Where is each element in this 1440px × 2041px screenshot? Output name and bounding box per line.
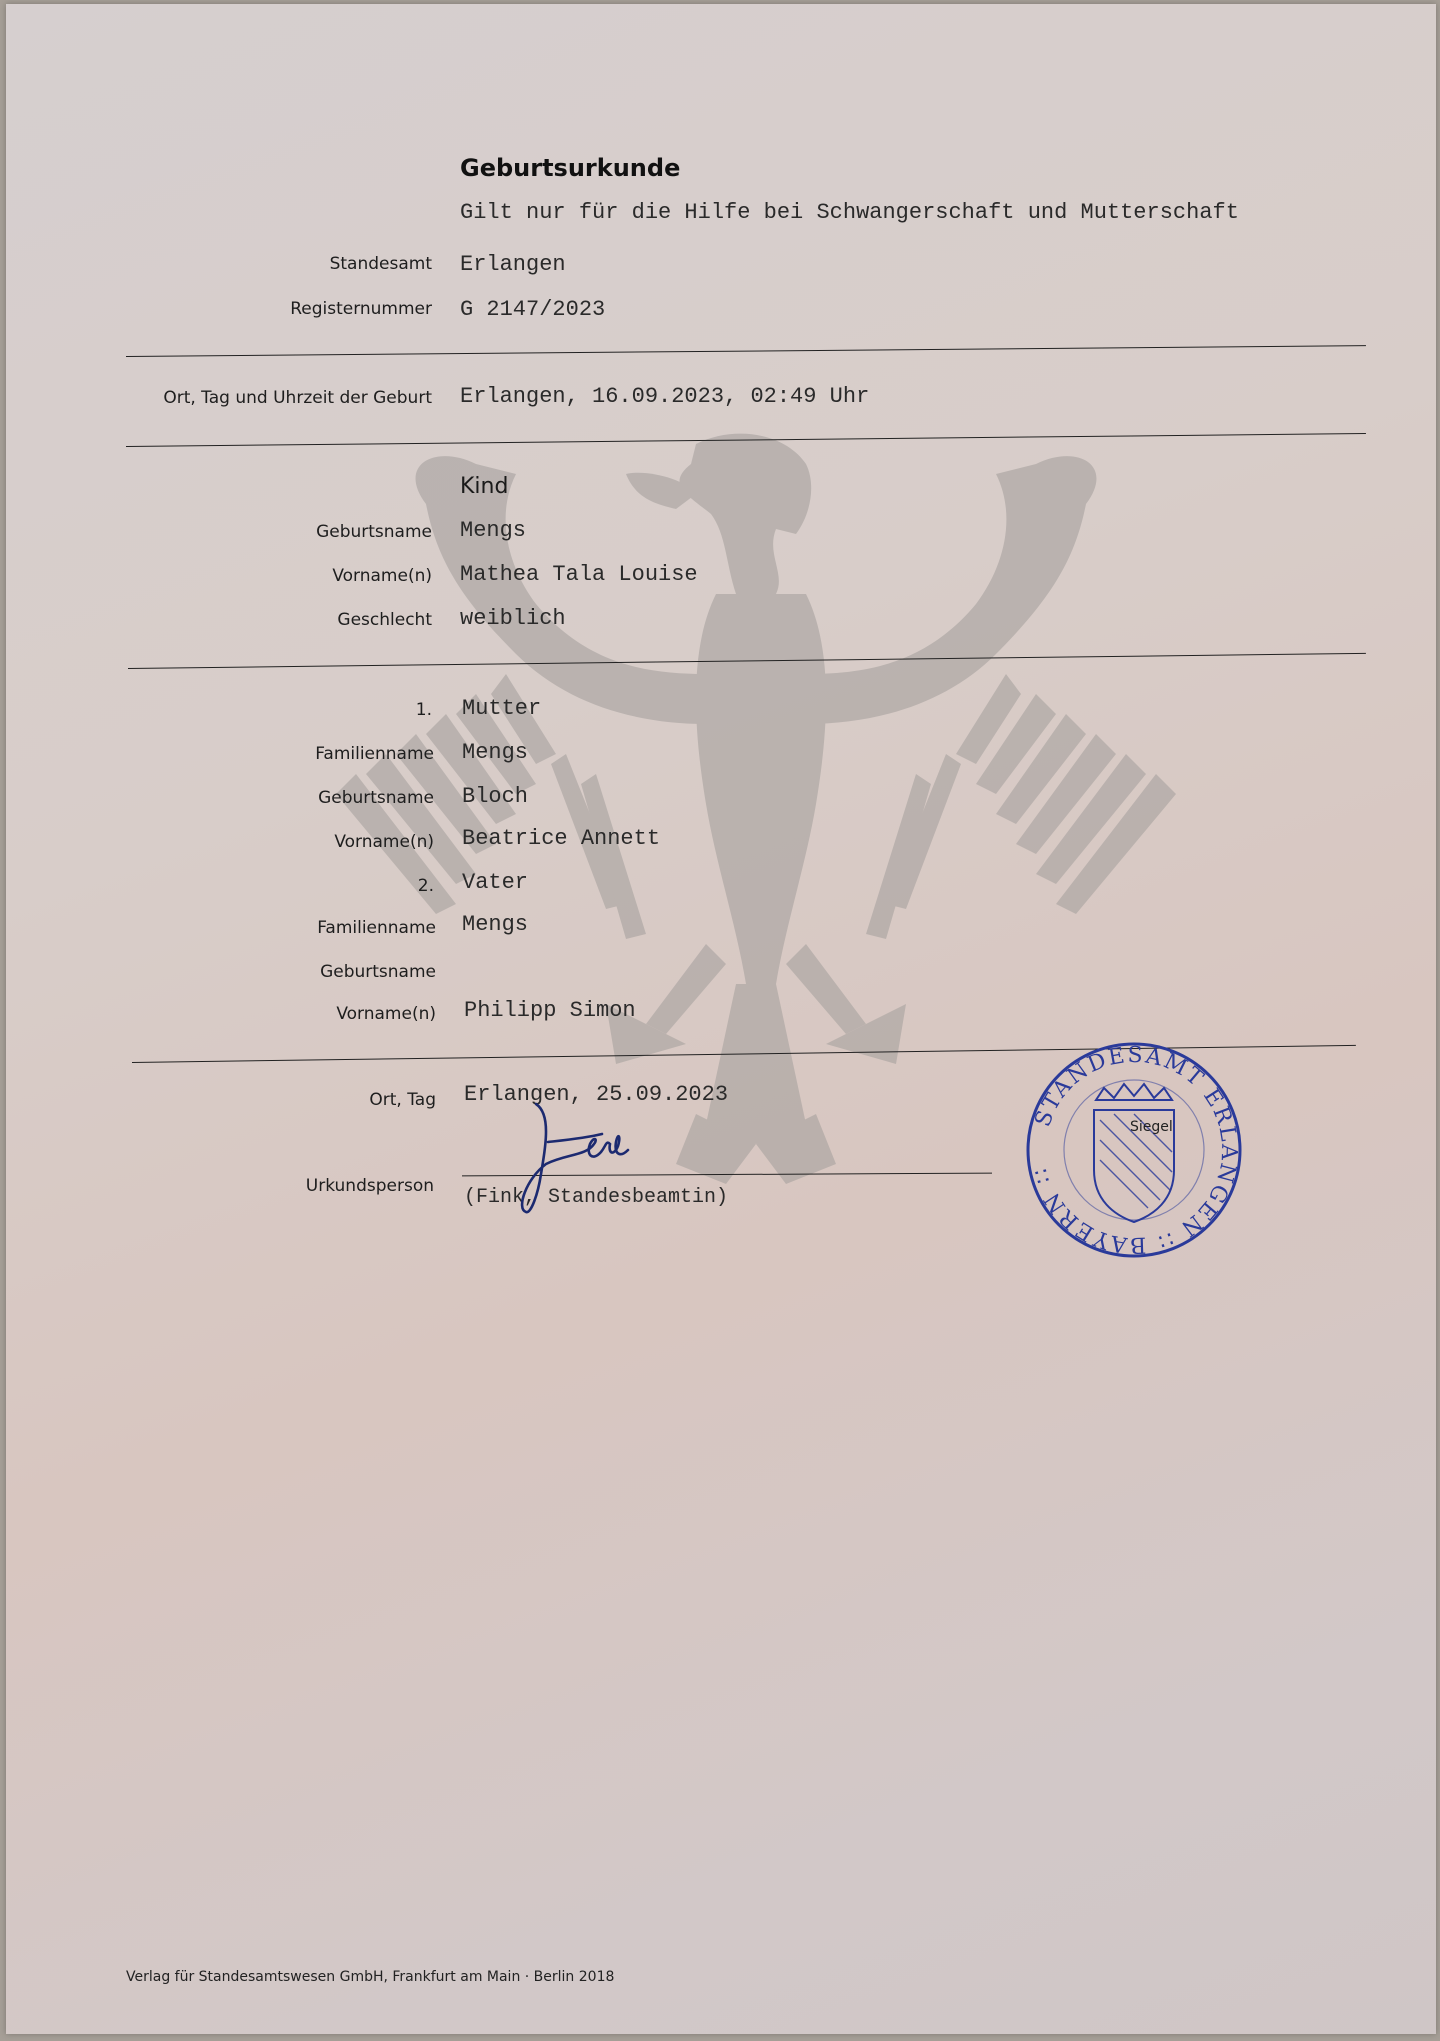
child-birthname-value: Mengs xyxy=(460,518,527,543)
mother-birthname-label: Geburtsname xyxy=(318,788,434,808)
mother-family-value: Mengs xyxy=(462,740,529,765)
certificate-page xyxy=(6,4,1436,2034)
official-value: (Fink, Standesbeamtin) xyxy=(464,1186,729,1209)
birth-place-label: Ort, Tag und Uhrzeit der Geburt xyxy=(163,388,432,408)
document-title: Geburtsurkunde xyxy=(460,154,681,182)
child-firstnames-label: Vorname(n) xyxy=(332,566,432,586)
mother-firstnames-label: Vorname(n) xyxy=(334,832,434,852)
father-family-label: Familienname xyxy=(317,918,436,938)
register-value: G 2147/2023 xyxy=(460,297,606,322)
official-seal-icon xyxy=(1024,1040,1244,1260)
child-firstnames-value: Mathea Tala Louise xyxy=(460,562,698,587)
mother-family-label: Familienname xyxy=(315,744,434,764)
publisher-footer: Verlag für Standesamtswesen GmbH, Frankfurt am Main · Berlin 2018 xyxy=(126,1969,615,1985)
child-heading: Kind xyxy=(460,474,509,499)
register-label: Registernummer xyxy=(290,299,432,319)
father-firstnames-label: Vorname(n) xyxy=(336,1004,436,1024)
birth-place-value: Erlangen, 16.09.2023, 02:49 Uhr xyxy=(460,384,870,409)
father-firstnames-value: Philipp Simon xyxy=(464,998,636,1023)
handwritten-signature xyxy=(506,1084,656,1234)
document-note: Gilt nur für die Hilfe bei Schwangerschaft und Mutterschaft xyxy=(460,200,1239,225)
svg-text:STANDESAMT ERLANGEN ∷ BAYERN ∷: STANDESAMT ERLANGEN ∷ BAYERN ∷ xyxy=(1028,1042,1242,1258)
father-heading: Vater xyxy=(462,870,529,895)
child-sex-label: Geschlecht xyxy=(337,610,432,630)
seal-label: Siegel xyxy=(1130,1119,1173,1135)
father-family-value: Mengs xyxy=(462,912,529,937)
child-birthname-label: Geburtsname xyxy=(316,522,432,542)
issue-place-date-label: Ort, Tag xyxy=(369,1090,436,1110)
official-label: Urkundsperson xyxy=(305,1176,434,1196)
divider xyxy=(126,345,1366,357)
mother-birthname-value: Bloch xyxy=(462,784,529,809)
mother-firstnames-value: Beatrice Annett xyxy=(462,826,661,851)
mother-heading: Mutter xyxy=(462,696,542,721)
standesamt-label: Standesamt xyxy=(329,254,432,274)
issue-place-date-value: Erlangen, 25.09.2023 xyxy=(464,1082,729,1107)
mother-index: 1. xyxy=(415,700,432,720)
child-sex-value: weiblich xyxy=(460,606,566,631)
standesamt-value: Erlangen xyxy=(460,252,566,277)
father-index: 2. xyxy=(417,876,434,896)
father-birthname-label: Geburtsname xyxy=(320,962,436,982)
